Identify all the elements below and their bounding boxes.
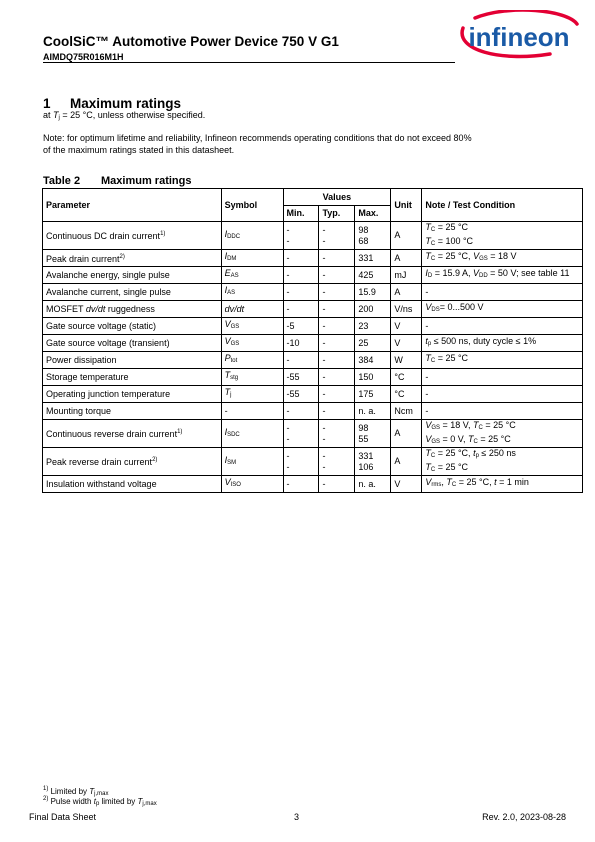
footnote-2: $^{2)}$ Pulse width tp limited by Tj,max bbox=[43, 796, 157, 807]
condition-cell: - bbox=[422, 369, 583, 386]
unit-cell: mJ bbox=[391, 267, 422, 284]
table-row bbox=[43, 250, 583, 267]
max-cell: 15.9 bbox=[355, 284, 391, 301]
unit-cell: °C bbox=[391, 386, 422, 403]
condition-cell: - bbox=[422, 284, 583, 301]
unit-cell: W bbox=[391, 352, 422, 369]
symbol-cell: IDDC bbox=[221, 222, 283, 250]
unit-cell: A bbox=[391, 222, 422, 250]
min-cell: -55 bbox=[283, 369, 319, 386]
typ-cell: - bbox=[319, 267, 355, 284]
infineon-logo bbox=[455, 10, 580, 62]
unit-cell: V bbox=[391, 476, 422, 493]
table-row bbox=[43, 335, 583, 352]
symbol-cell: Tstg bbox=[221, 369, 283, 386]
condition-cell: TC = 25 °C, tp ≤ 250 ns TC = 25 °C bbox=[422, 448, 583, 476]
min-cell: - bbox=[283, 352, 319, 369]
condition-cell: - bbox=[422, 386, 583, 403]
typ-cell: - bbox=[319, 318, 355, 335]
note-line-2: of the maximum ratings stated in this datasheet. bbox=[43, 145, 235, 155]
param-cell: Continuous reverse drain current$^{1)}$ bbox=[43, 420, 222, 448]
param-cell: Avalanche energy, single pulse bbox=[43, 267, 222, 284]
condition-cell: ID = 15.9 A, VDD = 50 V; see table 11 bbox=[422, 267, 583, 284]
symbol-cell: ISDC bbox=[221, 420, 283, 448]
symbol-cell: ISM bbox=[221, 448, 283, 476]
max-cell: 150 bbox=[355, 369, 391, 386]
param-cell: Insulation withstand voltage bbox=[43, 476, 222, 493]
condition-cell: tp ≤ 500 ns, duty cycle ≤ 1% bbox=[422, 335, 583, 352]
typ-cell: - bbox=[319, 301, 355, 318]
min-cell: - - bbox=[283, 222, 319, 250]
max-cell: 23 bbox=[355, 318, 391, 335]
unit-cell: °C bbox=[391, 369, 422, 386]
min-cell: -55 bbox=[283, 386, 319, 403]
symbol-cell: Ptot bbox=[221, 352, 283, 369]
condition-cell: VGS = 18 V, TC = 25 °C VGS = 0 V, TC = 25 °C bbox=[422, 420, 583, 448]
typ-cell: - bbox=[319, 352, 355, 369]
condition-cell: TC = 25 °C TC = 100 °C bbox=[422, 222, 583, 250]
max-cell: 200 bbox=[355, 301, 391, 318]
table-row bbox=[43, 448, 583, 476]
condition-cell: - bbox=[422, 403, 583, 420]
min-cell: - - bbox=[283, 420, 319, 448]
min-cell: - bbox=[283, 476, 319, 493]
unit-cell: Ncm bbox=[391, 403, 422, 420]
symbol-cell: IAS bbox=[221, 284, 283, 301]
param-cell: Avalanche current, single pulse bbox=[43, 284, 222, 301]
unit-cell: V/ns bbox=[391, 301, 422, 318]
param-cell: Peak drain current$^{2)}$ bbox=[43, 250, 222, 267]
max-cell: 384 bbox=[355, 352, 391, 369]
section-title: Maximum ratings bbox=[70, 96, 182, 111]
typ-cell: - bbox=[319, 476, 355, 493]
table-row bbox=[43, 318, 583, 335]
footer-revision: Rev. 2.0, 2023-08-28 bbox=[482, 812, 566, 822]
unit-cell: A bbox=[391, 448, 422, 476]
unit-cell: A bbox=[391, 284, 422, 301]
footer-doc-type: Final Data Sheet bbox=[29, 812, 97, 822]
symbol-cell: - bbox=[221, 403, 283, 420]
symbol-cell: Tj bbox=[221, 386, 283, 403]
table-caption-title: Maximum ratings bbox=[101, 175, 192, 187]
min-cell: - bbox=[283, 250, 319, 267]
header-divider bbox=[43, 62, 455, 63]
table-caption-number: Table 2 bbox=[43, 175, 81, 187]
recommendation-note bbox=[43, 132, 543, 156]
unit-cell: V bbox=[391, 335, 422, 352]
header-parameter: Parameter bbox=[43, 189, 222, 222]
condition-cell: VDS= 0...500 V bbox=[422, 301, 583, 318]
typ-cell: - - bbox=[319, 448, 355, 476]
note-line-1: Note: for optimum lifetime and reliability, Infineon recommends operating conditions that do not exceed 80% bbox=[43, 133, 472, 143]
symbol-cell: EAS bbox=[221, 267, 283, 284]
typ-cell: - - bbox=[319, 420, 355, 448]
section-subtitle: at Tj = 25 °C, unless otherwise specified. bbox=[43, 110, 206, 121]
table-row bbox=[43, 386, 583, 403]
param-cell: Mounting torque bbox=[43, 403, 222, 420]
max-cell: 25 bbox=[355, 335, 391, 352]
condition-cell: TC = 25 °C bbox=[422, 352, 583, 369]
typ-cell: - bbox=[319, 250, 355, 267]
max-cell: 98 68 bbox=[355, 222, 391, 250]
max-cell: 331 106 bbox=[355, 448, 391, 476]
symbol-cell: VISO bbox=[221, 476, 283, 493]
max-cell: n. a. bbox=[355, 403, 391, 420]
typ-cell: - - bbox=[319, 222, 355, 250]
header-min: Min. bbox=[283, 206, 319, 222]
param-cell: Power dissipation bbox=[43, 352, 222, 369]
max-cell: 175 bbox=[355, 386, 391, 403]
min-cell: - bbox=[283, 301, 319, 318]
min-cell: - - bbox=[283, 448, 319, 476]
table-row bbox=[43, 403, 583, 420]
param-cell: Gate source voltage (static) bbox=[43, 318, 222, 335]
param-cell: Storage temperature bbox=[43, 369, 222, 386]
header-unit: Unit bbox=[391, 189, 422, 222]
unit-cell: A bbox=[391, 420, 422, 448]
table-row bbox=[43, 369, 583, 386]
condition-cell: TC = 25 °C, VGS = 18 V bbox=[422, 250, 583, 267]
header-max: Max. bbox=[355, 206, 391, 222]
max-cell: 425 bbox=[355, 267, 391, 284]
header-typ: Typ. bbox=[319, 206, 355, 222]
part-number: AIMDQ75R016M1H bbox=[43, 52, 124, 62]
param-cell: Continuous DC drain current$^{1)}$ bbox=[43, 222, 222, 250]
table-row bbox=[43, 222, 583, 250]
footnote-1: $^{1)}$ Limited by Tj,max bbox=[43, 786, 109, 797]
header-values: Values bbox=[283, 189, 391, 206]
typ-cell: - bbox=[319, 386, 355, 403]
max-cell: 331 bbox=[355, 250, 391, 267]
typ-cell: - bbox=[319, 284, 355, 301]
table-row bbox=[43, 267, 583, 284]
min-cell: - bbox=[283, 403, 319, 420]
param-cell: MOSFET dv/dt ruggedness bbox=[43, 301, 222, 318]
table-row bbox=[43, 476, 583, 493]
footer-page-number: 3 bbox=[294, 812, 300, 822]
min-cell: -5 bbox=[283, 318, 319, 335]
table-row bbox=[43, 284, 583, 301]
unit-cell: V bbox=[391, 318, 422, 335]
section-number: 1 bbox=[43, 96, 51, 111]
maximum-ratings-table bbox=[42, 188, 583, 493]
table-row bbox=[43, 352, 583, 369]
symbol-cell: IDM bbox=[221, 250, 283, 267]
symbol-cell: VGS bbox=[221, 335, 283, 352]
logo-wordmark: infineon bbox=[468, 22, 570, 52]
condition-cell: - bbox=[422, 318, 583, 335]
max-cell: 98 55 bbox=[355, 420, 391, 448]
param-cell: Operating junction temperature bbox=[43, 386, 222, 403]
header-condition: Note / Test Condition bbox=[422, 189, 583, 222]
min-cell: - bbox=[283, 284, 319, 301]
param-cell: Gate source voltage (transient) bbox=[43, 335, 222, 352]
typ-cell: - bbox=[319, 369, 355, 386]
condition-cell: Vrms, TC = 25 °C, t = 1 min bbox=[422, 476, 583, 493]
param-cell: Peak reverse drain current$^{2)}$ bbox=[43, 448, 222, 476]
header-symbol: Symbol bbox=[221, 189, 283, 222]
unit-cell: A bbox=[391, 250, 422, 267]
max-cell: n. a. bbox=[355, 476, 391, 493]
symbol-cell: VGS bbox=[221, 318, 283, 335]
min-cell: -10 bbox=[283, 335, 319, 352]
table-row bbox=[43, 420, 583, 448]
document-title: CoolSiC™ Automotive Power Device 750 V G1 bbox=[43, 34, 339, 49]
typ-cell: - bbox=[319, 335, 355, 352]
typ-cell: - bbox=[319, 403, 355, 420]
min-cell: - bbox=[283, 267, 319, 284]
table-row bbox=[43, 301, 583, 318]
symbol-cell: dv/dt bbox=[221, 301, 283, 318]
